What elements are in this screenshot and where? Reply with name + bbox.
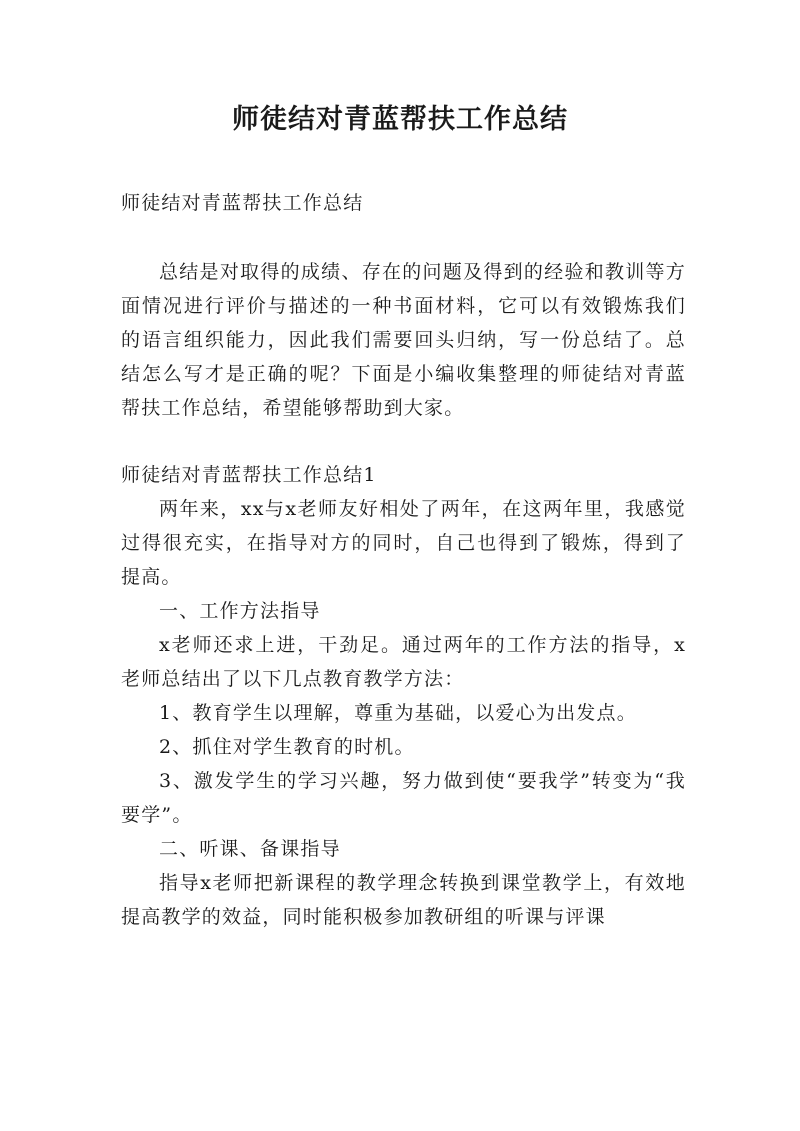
- paragraph: 指导x老师把新课程的教学理念转换到课堂教学上，有效地提高教学的效益，同时能积极参加教研组的听课与评课: [121, 872, 686, 928]
- list-item: 1、教育学生以理解，尊重为基础，以爱心为出发点。: [159, 702, 637, 724]
- list-item: 3、激发学生的学习兴趣，努力做到使“要我学”转变为“我要学”。: [121, 770, 686, 826]
- subtitle: 师徒结对青蓝帮扶工作总结: [121, 192, 364, 214]
- paragraph: x老师还求上进，干劲足。通过两年的工作方法的指导，x老师总结出了以下几点教育教学方法：: [121, 634, 686, 690]
- paragraph-heading: 二、听课、备课指导: [159, 838, 341, 860]
- paragraph: 两年来，xx与x老师友好相处了两年，在这两年里，我感觉过得很充实，在指导对方的同时，自己也得到了锻炼，得到了提高。: [121, 498, 686, 588]
- section-heading: 师徒结对青蓝帮扶工作总结1: [121, 464, 377, 486]
- page-title: 师徒结对青蓝帮扶工作总结: [232, 104, 568, 135]
- document-body: [121, 186, 686, 934]
- paragraph-heading: 一、工作方法指导: [159, 600, 321, 622]
- list-item: 2、抓住对学生教育的时机。: [159, 736, 415, 758]
- intro-paragraph: 总结是对取得的成绩、存在的问题及得到的经验和教训等方面情况进行评价与描述的一种书面材料，它可以有效锻炼我们的语言组织能力，因此我们需要回头归纳，写一份总结了。总结怎么写才是正确的呢？下面是小编收集整理的师徒结对青蓝帮扶工作总结，希望能够帮助到大家。: [121, 261, 686, 419]
